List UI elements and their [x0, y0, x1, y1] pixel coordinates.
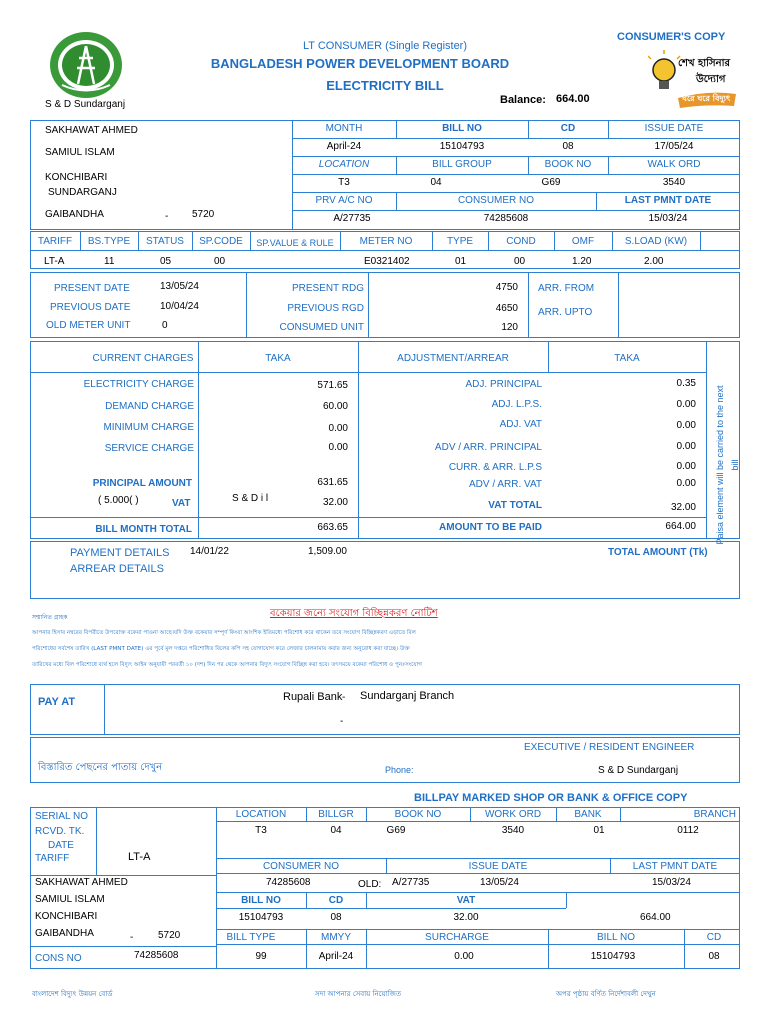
paisa-side-note: Paisa element will be carried to the next bill: [715, 385, 740, 545]
oc-vat-label: VAT: [456, 895, 476, 906]
engineer-title: EXECUTIVE / RESIDENT ENGINEER: [524, 742, 695, 753]
status-value: 05: [160, 256, 172, 267]
service-charge-label: SERVICE CHARGE: [104, 443, 194, 454]
tariff-label: TARIFF: [37, 236, 73, 247]
book-no-label: BOOK NO: [544, 159, 592, 170]
oc-last-pmnt-value: 15/03/24: [652, 877, 691, 888]
month-value: April-24: [326, 141, 362, 152]
footer-instructions: অপর পৃষ্ঠায় বর্ণিত নির্দেশাবলী দেখুন: [556, 990, 656, 998]
last-pmnt-value: 15/03/24: [648, 213, 688, 224]
promo-line3: ঘরে ঘরে বিদ্যুৎ: [682, 94, 731, 103]
last-pmnt-label: LAST PMNT DATE: [624, 195, 712, 206]
service-charge-value: 0.00: [328, 442, 348, 453]
sp-code-value: 00: [214, 256, 226, 267]
vat-value: 32.00: [322, 497, 348, 508]
cond-value: 00: [514, 256, 526, 267]
consumer-no-label: CONSUMER NO: [457, 195, 535, 206]
walk-ord-value: 3540: [662, 177, 686, 188]
notice-line-1: আপনার হিসাব নম্বরের বিপরীতে উপরোক্ত বকেয়া পাওনা আছে।যদি উক্ত বকেয়ার সম্পূর্ণ কিংবা আংশিক ইতিমধ্যে পরিশোধ করে থাকেন তবে সংযোগ বিচ্ছিন্নকরণ এড়াতে বিল: [32, 630, 416, 636]
oc-bill-no-value: 15104793: [238, 912, 284, 923]
oc-name-2: SAMIUL ISLAM: [35, 894, 105, 905]
office-name: S & D Sundarganj: [45, 99, 126, 110]
meter-no-value: E0321402: [364, 256, 410, 267]
prv-ac-value: A/27735: [333, 213, 371, 224]
consumer-no-value: 74285608: [483, 213, 529, 224]
present-rdg-value: 4750: [495, 282, 518, 293]
notice-line-2: পরিশোধের সর্বশেষ তারিখ (LAST PMNT DATE) এর পূর্বে মূল দপ্তরে পরিশোধিত বিলের কপি সহ যোগাযোগ করে লেজার চালনামায় করার জন্য অনুরোধ করা যাচ্ছে। উক্ত: [32, 646, 410, 652]
cd-label: CD: [560, 123, 576, 134]
s-load-label: S.LOAD (KW): [624, 236, 688, 247]
oc-cd-value-2: 08: [708, 951, 720, 962]
promo-logo: [648, 50, 740, 110]
present-date-label: PRESENT DATE: [54, 283, 130, 294]
cons-no-value: 74285608: [134, 950, 179, 961]
bill-month-total-value: 663.65: [317, 522, 348, 533]
payment-details-label: PAYMENT DETAILS: [70, 547, 170, 559]
balance-label: Balance:: [500, 94, 546, 106]
oc-bill-no-label-2: BILL NO: [597, 932, 635, 943]
adv-principal-label: ADV / ARR. PRINCIPAL: [434, 442, 542, 453]
pay-at-label: PAY AT: [38, 696, 76, 708]
bs-type-label: BS.TYPE: [87, 236, 131, 247]
arr-upto-label: ARR. UPTO: [538, 307, 593, 318]
pay-at-dash: -: [342, 692, 346, 703]
consumer-district: GAIBANDHA: [45, 209, 104, 220]
sd-code: S & D i l: [232, 493, 269, 504]
bill-no-label: BILL NO: [442, 123, 482, 134]
oc-amount-value: 664.00: [640, 912, 671, 923]
type-value: 01: [455, 256, 467, 267]
bill-title: ELECTRICITY BILL: [326, 78, 444, 93]
arrear-details-label: ARREAR DETAILS: [70, 563, 164, 575]
principal-amount-value: 631.65: [317, 477, 348, 488]
oc-surcharge-label: SURCHARGE: [425, 932, 489, 943]
see-back-note: বিস্তারিত পেছনের পাতায় দেখুন: [38, 762, 163, 773]
minimum-charge-value: 0.00: [328, 423, 348, 434]
adj-lps-value: 0.00: [676, 399, 696, 410]
issue-date-label: ISSUE DATE: [644, 123, 704, 134]
previous-date-value: 10/04/24: [160, 301, 199, 312]
oc-mmyy-value: April-24: [318, 951, 354, 962]
oc-bank-value: 01: [593, 825, 605, 836]
adjustment-header: ADJUSTMENT/ARREAR: [397, 353, 509, 364]
oc-branch-value: 0112: [677, 825, 699, 836]
bill-month-total-label: BILL MONTH TOTAL: [95, 524, 192, 535]
oc-location-label: LOCATION: [235, 809, 287, 820]
phone-label: Phone:: [385, 765, 414, 775]
arr-from-label: ARR. FROM: [538, 283, 595, 294]
present-date-value: 13/05/24: [160, 281, 199, 292]
principal-amount-label: PRINCIPAL AMOUNT: [92, 478, 192, 489]
cond-label: COND: [506, 236, 536, 247]
copy-label: CONSUMER'S COPY: [617, 31, 726, 43]
oc-cd-label-2: CD: [706, 932, 722, 943]
oc-surcharge-value: 0.00: [454, 951, 474, 962]
subtitle: LT CONSUMER (Single Register): [302, 40, 468, 52]
demand-charge-value: 60.00: [322, 401, 348, 412]
curr-lps-label: CURR. & ARR. L.P.S: [448, 462, 542, 473]
footer-org: বাংলাদেশ বিদ্যুৎ উন্নয়ন বোর্ড: [32, 990, 113, 998]
oc-work-ord-value: 3540: [501, 825, 525, 836]
adj-vat-label: ADJ. VAT: [499, 419, 542, 430]
meter-no-label: METER NO: [359, 236, 413, 247]
oc-bank-label: BANK: [574, 809, 602, 820]
oc-last-pmnt-label: LAST PMNT DATE: [632, 861, 718, 872]
taka-header-1: TAKA: [265, 353, 291, 364]
location-value: T3: [338, 177, 350, 188]
office-copy-title: BILLPAY MARKED SHOP OR BANK & OFFICE COPY: [414, 792, 688, 804]
total-amount-label: TOTAL AMOUNT (Tk): [608, 547, 708, 558]
oc-cd-value: 08: [330, 912, 342, 923]
amount-to-pay-value: 664.00: [665, 521, 696, 532]
pay-at-bank: Rupali Bank: [283, 691, 343, 703]
oc-district: GAIBANDHA: [35, 928, 94, 939]
book-no-value: G69: [541, 177, 561, 188]
rcvd-tk-label: RCVD. TK.: [35, 826, 85, 837]
balance-value: 664.00: [556, 93, 590, 105]
payment-date: 14/01/22: [190, 546, 229, 557]
oc-branch-label: BRANCH: [693, 809, 736, 820]
bill-group-value: 04: [430, 177, 442, 188]
demand-charge-label: DEMAND CHARGE: [105, 401, 194, 412]
adj-principal-label: ADJ. PRINCIPAL: [465, 379, 542, 390]
month-label: MONTH: [325, 123, 363, 134]
cons-no-label: CONS NO: [35, 953, 82, 964]
adv-principal-value: 0.00: [676, 441, 696, 452]
electricity-charge-label: ELECTRICITY CHARGE: [83, 379, 194, 390]
issue-date-value: 17/05/24: [654, 141, 694, 152]
oc-work-ord-label: WORK ORD: [484, 809, 542, 820]
previous-rgd-value: 4650: [495, 303, 518, 314]
oc-vat-value: 32.00: [453, 912, 479, 923]
date-label: DATE: [48, 840, 74, 851]
vat-total-value: 32.00: [670, 502, 696, 513]
omf-value: 1.20: [572, 256, 592, 267]
footer-slogan: সদা আপনার সেবায় নিয়োজিত: [315, 990, 402, 998]
taka-header-2: TAKA: [614, 353, 640, 364]
oc-old-value: A/27735: [392, 877, 430, 888]
notice-title: বকেয়ার জন্যে সংযোগ বিচ্ছিন্নকরণ নোটিশ: [270, 608, 438, 619]
present-rdg-label: PRESENT RDG: [291, 283, 364, 294]
consumer-address-1: KONCHIBARI: [45, 172, 108, 183]
oc-old-label: OLD:: [358, 879, 382, 890]
oc-billgr-value: 04: [330, 825, 342, 836]
consumer-name-2: SAMIUL ISLAM: [45, 147, 115, 158]
oc-dash: -: [130, 932, 134, 943]
adj-lps-label: ADJ. L.P.S.: [491, 399, 542, 410]
notice-salutation: সম্মানিত গ্রাহক: [32, 614, 68, 621]
org-name: BANGLADESH POWER DEVELOPMENT BOARD: [210, 56, 510, 71]
status-label: STATUS: [146, 236, 184, 247]
type-label: TYPE: [446, 236, 474, 247]
curr-lps-value: 0.00: [676, 461, 696, 472]
oc-issue-date-label: ISSUE DATE: [468, 861, 528, 872]
pay-at-branch: Sundarganj Branch: [360, 690, 455, 702]
consumer-code: 5720: [192, 209, 215, 220]
tariff-value: LT-A: [44, 256, 65, 267]
adj-vat-value: 0.00: [676, 420, 696, 431]
current-charges-header: CURRENT CHARGES: [92, 353, 194, 364]
office-tariff-value: LT-A: [128, 851, 151, 863]
promo-line2: উদ্যোগ: [696, 74, 726, 85]
oc-billgr-label: BILLGR: [318, 809, 354, 820]
adv-vat-label: ADV / ARR. VAT: [469, 479, 542, 490]
adj-principal-value: 0.35: [676, 378, 696, 389]
walk-ord-label: WALK ORD: [647, 159, 701, 170]
electricity-charge-value: 571.65: [317, 380, 348, 391]
old-meter-label: OLD METER UNIT: [46, 320, 131, 331]
oc-code: 5720: [158, 930, 181, 941]
bpdb-logo: [48, 30, 124, 100]
oc-consumer-no-label: CONSUMER NO: [262, 861, 340, 872]
oc-mmyy-label: MMYY: [321, 932, 351, 943]
minimum-charge-label: MINIMUM CHARGE: [103, 422, 194, 433]
consumer-address-2: SUNDARGANJ: [48, 187, 117, 198]
serial-no-label: SERIAL NO: [35, 811, 88, 822]
prv-ac-label: PRV A/C NO: [315, 195, 373, 206]
payment-amount: 1,509.00: [308, 546, 347, 557]
oc-issue-date-value: 13/05/24: [480, 877, 519, 888]
consumed-label: CONSUMED UNIT: [279, 322, 364, 333]
engineer-office: S & D Sundarganj: [598, 765, 679, 776]
previous-rgd-label: PREVIOUS RGD: [287, 303, 364, 314]
bill-group-label: BILL GROUP: [432, 159, 492, 170]
vat-label: VAT: [172, 498, 191, 509]
omf-label: OMF: [571, 236, 595, 247]
sp-value-label: SP.VALUE & RULE: [256, 238, 334, 248]
location-label: LOCATION: [318, 159, 370, 170]
s-load-value: 2.00: [644, 256, 664, 267]
vat-percent: ( 5.000( ): [98, 495, 139, 506]
oc-location-value: T3: [255, 825, 267, 836]
consumed-value: 120: [501, 322, 518, 333]
cd-value: 08: [562, 141, 574, 152]
promo-line1: শেখ হাসিনার: [678, 58, 731, 69]
old-meter-value: 0: [162, 320, 168, 331]
previous-date-label: PREVIOUS DATE: [50, 302, 131, 313]
amount-to-pay-label: AMOUNT TO BE PAID: [439, 522, 542, 533]
oc-book-no-value: G69: [386, 825, 406, 836]
bill-no-value: 15104793: [439, 141, 485, 152]
oc-address: KONCHIBARI: [35, 911, 98, 922]
oc-bill-no-label: BILL NO: [241, 895, 281, 906]
notice-line-3: তারিখের মধ্যে বিল পরিশোধে ব্যর্থ হলে বিদ্যুৎ আইন অনুযায়ী পরবর্তী ১০ (দশ) দিন পর থেকে আপনার বিদ্যুৎ সংযোগ বিচ্ছিন্ন করা হবে। তৎসময়ে বকেয়া পরিশোধ ও পুনঃসংযোগ: [32, 662, 422, 668]
office-tariff-label: TARIFF: [35, 853, 70, 864]
adv-vat-value: 0.00: [676, 478, 696, 489]
consumer-dash: -: [165, 211, 169, 222]
oc-book-no-label: BOOK NO: [394, 809, 442, 820]
oc-bill-type-label: BILL TYPE: [226, 932, 276, 943]
oc-cd-label: CD: [328, 895, 344, 906]
oc-bill-type-value: 99: [255, 951, 267, 962]
pay-at-dash-2: -: [340, 716, 344, 727]
consumer-name-1: SAKHAWAT AHMED: [45, 125, 138, 136]
oc-name-1: SAKHAWAT AHMED: [35, 877, 128, 888]
vat-total-label: VAT TOTAL: [488, 500, 542, 511]
sp-code-label: SP.CODE: [199, 236, 243, 247]
oc-bill-no-value-2: 15104793: [590, 951, 636, 962]
bs-type-value: 11: [104, 256, 115, 267]
oc-consumer-no-value: 74285608: [266, 877, 311, 888]
